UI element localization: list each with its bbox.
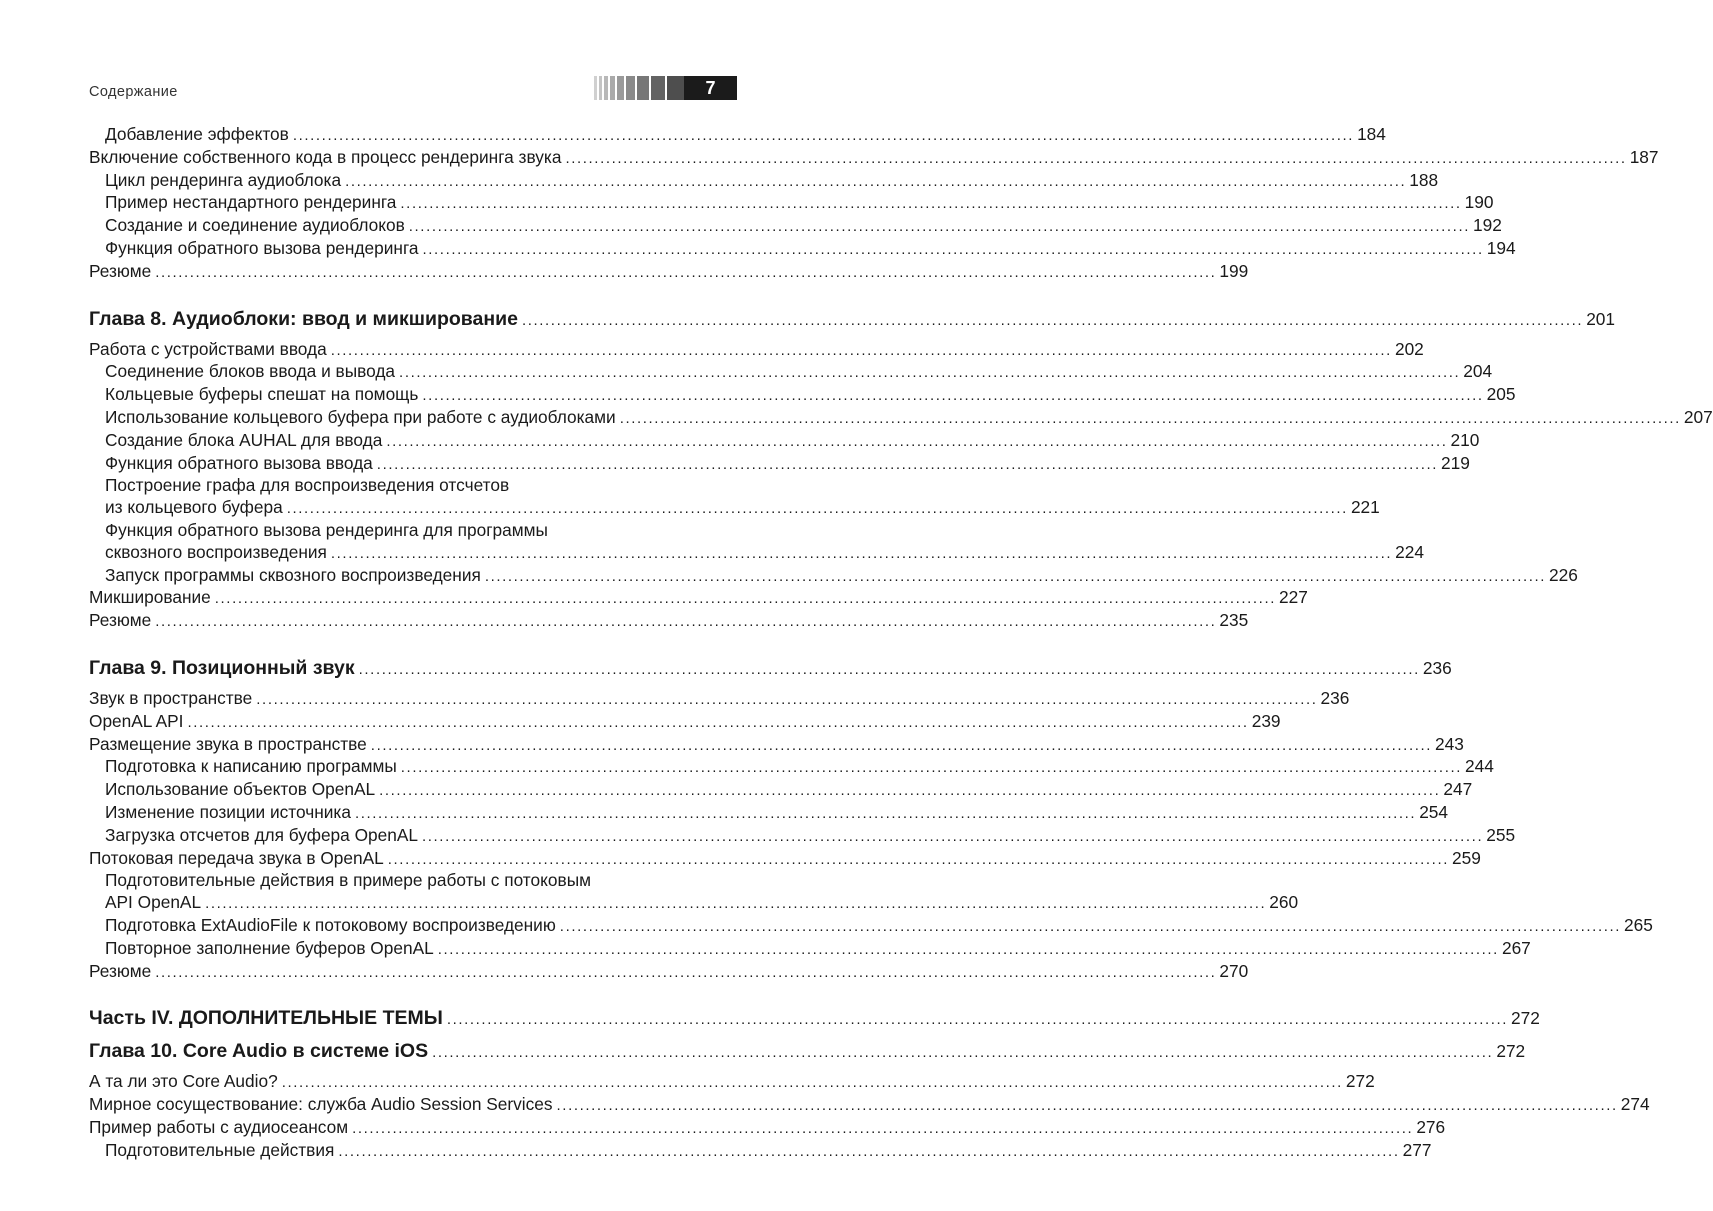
toc-entry-title: Мирное сосуществование: служба Audio Session Services <box>89 1094 553 1115</box>
toc-entry-page: 204 <box>1463 361 1493 382</box>
dot-leader <box>485 566 1546 588</box>
toc-entry <box>89 610 1249 633</box>
toc-entry-title: А та ли это Core Audio? <box>89 1071 278 1092</box>
toc-entry-title: Изменение позиции источника <box>105 801 351 822</box>
dot-leader <box>422 826 1483 848</box>
toc-entry-title: Резюме <box>89 960 152 981</box>
toc-entry <box>89 937 1531 961</box>
dot-leader <box>359 658 1420 682</box>
toc-entry <box>89 192 1494 215</box>
toc-entry-title: Резюме <box>89 610 152 631</box>
toc-entry <box>89 124 1386 147</box>
dot-leader <box>432 1041 1493 1065</box>
dot-leader <box>287 498 1348 520</box>
toc-entry-title: Загрузка отсчетов для буфера OpenAL <box>105 824 418 845</box>
toc-entry-page: 194 <box>1486 237 1516 258</box>
toc-entry-page: 190 <box>1464 192 1494 213</box>
dot-leader <box>438 939 1499 961</box>
toc-entry-title: Пример работы с аудиосеансом <box>89 1116 349 1137</box>
toc-entry-page: 236 <box>1320 687 1350 708</box>
toc-entry <box>89 497 1380 520</box>
toc-entry-page: 267 <box>1501 937 1531 958</box>
toc-entry <box>89 541 1424 565</box>
toc-entry-page: 274 <box>1620 1094 1650 1115</box>
dot-leader <box>620 408 1681 430</box>
toc-entry-title: Включение собственного кода в процесс рендеринга звука <box>89 146 562 167</box>
toc-entry-title: Звук в пространстве <box>89 687 253 708</box>
toc-entry-page: 277 <box>1402 1139 1432 1160</box>
toc-entry-title: Потоковая передача звука в OpenAL <box>89 847 384 868</box>
table-of-contents <box>89 124 1713 1162</box>
toc-entry <box>89 710 1281 734</box>
toc-entry <box>89 169 1439 193</box>
toc-entry <box>89 892 1299 915</box>
part-title: Часть IV. ДОПОЛНИТЕЛЬНЫЕ ТЕМЫ <box>89 1007 443 1030</box>
toc-entry-page: 221 <box>1350 497 1380 518</box>
dot-leader <box>205 893 1266 915</box>
toc-entry-page: 235 <box>1219 610 1249 631</box>
toc-entry-title: Подготовительные действия <box>105 1139 335 1160</box>
toc-entry-title: Повторное заполнение буферов OpenAL <box>105 937 434 958</box>
chapter-page: 201 <box>1586 308 1616 329</box>
toc-entry-page: 254 <box>1419 801 1449 822</box>
dot-leader <box>355 803 1416 825</box>
toc-entry-title: Резюме <box>89 260 152 281</box>
toc-entry-page: 227 <box>1278 587 1308 608</box>
toc-entry-title: Функция обратного вызова ввода <box>105 452 373 473</box>
toc-entry-title: Цикл рендеринга аудиоблока <box>105 169 342 190</box>
toc-entry-title: Запуск программы сквозного воспроизведения <box>105 564 481 585</box>
toc-entry <box>89 146 1659 170</box>
running-header-title: Содержание <box>89 84 178 100</box>
toc-entry <box>89 384 1516 407</box>
toc-entry-page: 260 <box>1269 892 1299 913</box>
toc-entry-page: 187 <box>1629 146 1659 167</box>
toc-entry-page: 265 <box>1624 914 1653 935</box>
toc-entry-title-line1: Построение графа для воспроизведения отсчетов <box>105 475 510 496</box>
toc-entry <box>89 779 1473 802</box>
toc-entry-title: Соединение блоков ввода и вывода <box>105 361 396 382</box>
dot-leader <box>386 431 1447 453</box>
toc-entry <box>89 756 1494 779</box>
toc-entry-title: Функция обратного вызова рендеринга <box>105 237 419 258</box>
toc-entry <box>89 1139 1432 1163</box>
toc-entry-page: 244 <box>1465 756 1494 777</box>
dot-leader <box>215 588 1276 610</box>
toc-chapter-heading <box>89 307 1616 333</box>
dot-leader <box>423 239 1484 261</box>
dot-leader <box>282 1072 1343 1094</box>
toc-entry <box>89 687 1350 711</box>
toc-entry-page: 207 <box>1683 406 1713 427</box>
toc-entry-page: 192 <box>1472 215 1502 236</box>
toc-entry-page: 224 <box>1395 541 1424 562</box>
dot-leader <box>352 1118 1413 1140</box>
chapter-title: Глава 9. Позиционный звук <box>89 656 355 679</box>
toc-entry-title-line2: API OpenAL <box>105 892 202 913</box>
chapter-title: Глава 10. Core Audio в системе iOS <box>89 1040 429 1063</box>
dot-leader <box>345 171 1406 193</box>
toc-entry <box>89 1071 1375 1094</box>
toc-entry <box>89 452 1470 476</box>
toc-entry-title-line1: Подготовительные действия в примере работы с потоковым <box>105 870 591 891</box>
toc-entry-title: Подготовка к написанию программы <box>105 756 397 777</box>
toc-entry-title: Кольцевые буферы спешат на помощь <box>105 384 419 405</box>
dot-leader <box>401 757 1462 779</box>
toc-entry-title-line2: из кольцевого буфера <box>105 497 283 518</box>
toc-entry-page: 226 <box>1549 564 1578 585</box>
toc-chapter-heading <box>89 1039 1526 1065</box>
toc-entry-title: Работа с устройствами ввода <box>89 338 327 359</box>
toc-entry <box>89 361 1493 384</box>
toc-entry-title-line2: сквозного воспроизведения <box>105 541 327 562</box>
chapter-title: Глава 8. Аудиоблоки: ввод и микширование <box>89 307 518 330</box>
toc-entry-page: 202 <box>1394 338 1424 359</box>
toc-entry-page: 219 <box>1441 452 1470 473</box>
toc-part-heading <box>89 1006 1540 1032</box>
dot-leader <box>409 216 1470 238</box>
toc-entry-title-line1: Функция обратного вызова рендеринга для программы <box>105 519 548 540</box>
toc-entry <box>89 564 1578 588</box>
dot-leader <box>557 1095 1618 1117</box>
toc-entry <box>89 215 1502 238</box>
toc-entry <box>89 960 1249 984</box>
toc-entry <box>89 406 1713 430</box>
toc-entry <box>89 847 1481 871</box>
dot-leader <box>379 780 1440 802</box>
toc-entry-page: 259 <box>1451 847 1481 868</box>
toc-entry-page: 270 <box>1219 960 1249 981</box>
dot-leader <box>400 193 1461 215</box>
toc-entry-title: Создание и соединение аудиоблоков <box>105 215 405 236</box>
toc-entry-page: 188 <box>1409 169 1439 190</box>
dot-leader <box>155 611 1216 633</box>
dot-leader <box>565 148 1626 170</box>
dot-leader <box>155 262 1216 284</box>
toc-entry-title: OpenAL API <box>89 710 184 731</box>
part-page: 272 <box>1511 1008 1540 1029</box>
toc-entry-page: 255 <box>1486 824 1516 845</box>
dot-leader <box>399 362 1460 384</box>
chapter-page: 272 <box>1496 1041 1526 1062</box>
toc-entry-title: Микширование <box>89 587 211 608</box>
dot-leader <box>293 125 1354 147</box>
toc-entry <box>89 801 1449 825</box>
dot-leader <box>422 385 1483 407</box>
page-number: 7 <box>684 76 737 100</box>
toc-entry-page: 247 <box>1443 779 1473 800</box>
header-stripe-decoration <box>594 76 690 100</box>
toc-entry <box>89 429 1480 453</box>
toc-entry <box>89 1094 1650 1117</box>
dot-leader <box>155 962 1216 984</box>
toc-entry-page: 184 <box>1357 124 1386 144</box>
dot-leader <box>388 849 1449 871</box>
toc-entry <box>89 260 1249 284</box>
dot-leader <box>331 340 1392 362</box>
toc-entry <box>89 914 1653 938</box>
toc-entry-title: Использование кольцевого буфера при работе с аудиоблоками <box>105 406 616 427</box>
toc-entry <box>89 338 1424 362</box>
toc-entry <box>89 587 1308 610</box>
toc-entry-page: 239 <box>1251 710 1281 731</box>
toc-entry-title: Подготовка ExtAudioFile к потоковому воспроизведению <box>105 914 556 935</box>
toc-entry-title: Создание блока AUHAL для ввода <box>105 429 383 450</box>
dot-leader <box>522 309 1583 333</box>
dot-leader <box>331 543 1392 565</box>
chapter-page: 236 <box>1422 657 1452 678</box>
toc-entry-page: 205 <box>1486 384 1516 405</box>
dot-leader <box>187 712 1248 734</box>
toc-entry <box>89 733 1464 757</box>
toc-entry-title: Добавление эффектов <box>105 124 289 144</box>
toc-entry-page: 210 <box>1450 429 1480 450</box>
dot-leader <box>377 454 1438 476</box>
toc-chapter-heading <box>89 656 1452 682</box>
dot-leader <box>371 735 1432 757</box>
dot-leader <box>338 1141 1399 1163</box>
toc-entry-page: 243 <box>1435 733 1464 754</box>
toc-entry-page: 276 <box>1416 1116 1446 1137</box>
toc-entry <box>89 237 1516 261</box>
toc-entry-page: 272 <box>1345 1071 1375 1092</box>
dot-leader <box>560 916 1621 938</box>
toc-entry-page: 199 <box>1219 260 1249 281</box>
toc-entry-title: Размещение звука в пространстве <box>89 733 367 754</box>
dot-leader <box>256 689 1317 711</box>
toc-entry <box>89 1116 1446 1140</box>
toc-entry-title: Пример нестандартного рендеринга <box>105 192 397 213</box>
toc-entry-title: Использование объектов OpenAL <box>105 779 376 800</box>
toc-entry <box>89 824 1516 848</box>
dot-leader <box>447 1008 1508 1032</box>
